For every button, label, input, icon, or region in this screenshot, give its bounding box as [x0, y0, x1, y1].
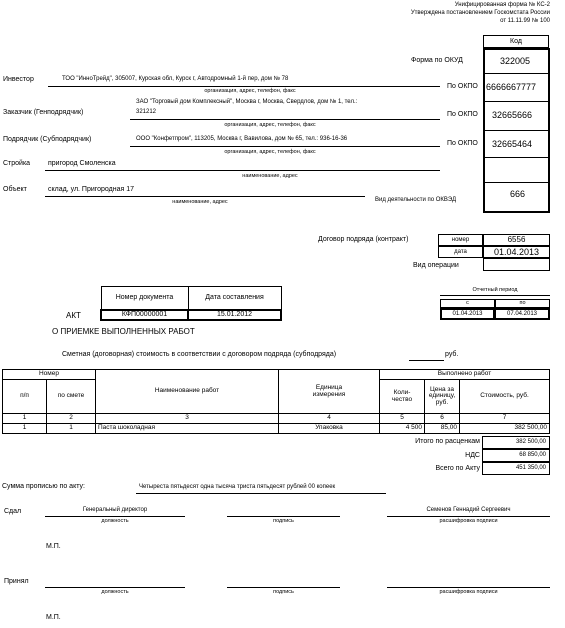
contractor-okpo-label: По ОКПО — [447, 140, 478, 147]
col-num-2: 2 — [47, 414, 96, 424]
grand-total-label: Всего по Акту — [435, 465, 480, 472]
customer-value-2: 321212 — [136, 109, 157, 115]
col-num-3: 3 — [96, 414, 279, 424]
period-head: Отчетный период — [472, 287, 518, 293]
site-label: Стройка — [3, 160, 31, 167]
accepted-label: Принял — [4, 578, 29, 585]
contract-date: 01.04.2013 — [493, 247, 540, 257]
th-name: Наименование работ — [96, 370, 279, 414]
handed-name: Семенов Геннадий Сергеевич — [426, 507, 511, 513]
handed-stamp: М.П. — [46, 543, 61, 550]
period-to-head: по — [519, 300, 526, 306]
period-to: 07.04.2013 — [506, 311, 538, 317]
contractor-hint: организация, адрес, телефон, факс — [224, 149, 316, 155]
vat-label: НДС — [465, 452, 480, 459]
estimate-cost-text: Сметная (договорная) стоимость в соответствии с договором подряда (субподряда) — [62, 351, 337, 358]
period-to-cell — [494, 308, 550, 320]
sum-words-label: Сумма прописью по акту: — [2, 483, 85, 490]
period-from-head-cell — [440, 299, 495, 308]
handed-position: Генеральный директор — [82, 507, 148, 513]
act-title: О ПРИЕМКЕ ВЫПОЛНЕННЫХ РАБОТ — [52, 327, 195, 336]
th-unit: Единица измерения — [279, 370, 380, 414]
contract-label: Договор подряда (контракт) — [318, 236, 409, 243]
contractor-value: ООО "Конфетпром", 113205, Москва г, Вавилова, дом № 65, тел.: 936-16-36 — [136, 136, 348, 142]
doc-date: 15.01.2012 — [188, 310, 281, 320]
accepted-sign-hint: подпись — [273, 589, 294, 595]
investor-okpo: 6666667777 — [486, 82, 537, 92]
row-unit: Упаковка — [279, 424, 380, 434]
site-value: пригород Смоленска — [48, 160, 116, 167]
th-done: Выполнено работ — [380, 370, 550, 380]
doc-date-head: Дата составления — [188, 287, 281, 310]
contract-number-label: номер — [451, 237, 470, 243]
th-pp: п/п — [3, 380, 47, 414]
customer-okpo: 32665666 — [492, 110, 533, 120]
period-from-head: с — [466, 300, 469, 306]
handed-label: Сдал — [4, 508, 22, 515]
codes-header: Код — [510, 38, 522, 45]
row-estimate: 1 — [47, 424, 96, 434]
object-label: Объект — [3, 186, 27, 193]
operation-label: Вид операции — [413, 262, 459, 269]
object-hint: наименование, адрес — [172, 199, 228, 205]
accepted-position-hint: должность — [101, 589, 129, 595]
table-row — [3, 424, 550, 434]
contract-date-label: дата — [454, 249, 467, 255]
row-qty: 4 500 — [380, 424, 425, 434]
col-num-4: 4 — [279, 414, 380, 424]
handed-position-hint: должность — [101, 518, 129, 524]
vat-value: 68 850,00 — [519, 452, 546, 458]
contract-date-cell — [483, 246, 550, 258]
row-price: 85,00 — [425, 424, 460, 434]
handed-decode-hint: расшифровка подписи — [439, 518, 498, 524]
period-to-head-cell — [495, 299, 550, 308]
customer-value-1: ЗАО "Торговый дом Комплексный", Москва г, Москва, Свердлов, дом № 1, тел.: — [136, 99, 358, 105]
accepted-stamp: М.П. — [46, 614, 61, 621]
th-qty: Коли- чество — [380, 380, 425, 414]
doc-number-head: Номер документа — [101, 287, 188, 310]
th-price: Цена за единицу, руб. — [425, 380, 460, 414]
total-value: 382 500,00 — [515, 439, 546, 445]
contractor-label: Подрядчик (Субподрядчик) — [3, 136, 92, 143]
contractor-okpo: 32665464 — [492, 139, 533, 149]
investor-okpo-label: По ОКПО — [447, 83, 478, 90]
doc-number: КФП00000001 — [101, 310, 188, 320]
contract-number-cell — [483, 234, 550, 246]
okved-code: 666 — [510, 189, 526, 199]
estimate-cost-unit: руб. — [445, 351, 459, 358]
okud-code: 322005 — [500, 56, 531, 66]
act-label: АКТ — [66, 311, 81, 320]
grand-total-cell — [482, 462, 550, 475]
contract-number-label-cell — [438, 234, 483, 246]
row-pp: 1 — [3, 424, 47, 434]
col-num-6: 6 — [425, 414, 460, 424]
okved-label: Вид деятельности по ОКВЭД — [375, 197, 457, 203]
customer-label: Заказчик (Генподрядчик) — [3, 109, 84, 116]
form-title-line3: от 11.11.99 № 100 — [500, 18, 550, 24]
investor-hint: организация, адрес, телефон, факс — [204, 88, 296, 94]
row-cost: 382 500,00 — [460, 424, 550, 434]
handed-sign-hint: подпись — [273, 518, 294, 524]
th-number: Номер — [3, 370, 96, 380]
customer-hint: организация, адрес, телефон, факс — [224, 122, 316, 128]
col-num-1: 1 — [3, 414, 47, 424]
form-title-line2: Утверждена постановлением Госкомстата России — [410, 10, 550, 16]
investor-label: Инвестор — [3, 76, 34, 83]
period-from: 01.04.2013 — [452, 311, 483, 317]
col-num-5: 5 — [380, 414, 425, 424]
okud-label: Форма по ОКУД — [411, 57, 463, 64]
contract-number: 6556 — [507, 235, 526, 244]
vat-cell — [482, 449, 550, 462]
investor-value: ТОО "ИнноТрейд", 305007, Курская обл, Курск г, Автодромный 1-й пер, дом № 78 — [62, 76, 289, 82]
total-cell — [482, 436, 550, 449]
contract-date-label-cell — [438, 246, 483, 258]
th-cost: Стоимость, руб. — [460, 380, 550, 414]
grand-total-value: 451 350,00 — [515, 465, 546, 471]
sum-words-value: Четыреста пятьдесят одна тысяча триста пятьдесят рублей 00 копеек — [139, 484, 336, 490]
accepted-decode-hint: расшифровка подписи — [439, 589, 498, 595]
codes-header-cell — [483, 35, 549, 48]
operation-cell — [483, 258, 550, 271]
row-name: Паста шоколадная — [96, 424, 279, 434]
th-by-estimate: по смете — [47, 380, 96, 414]
site-hint: наименование, адрес — [242, 173, 298, 179]
object-value: склад, ул. Пригородная 17 — [48, 186, 135, 193]
works-table — [2, 369, 550, 434]
customer-okpo-label: По ОКПО — [447, 111, 478, 118]
document-table — [100, 286, 282, 321]
col-num-7: 7 — [460, 414, 550, 424]
period-from-cell — [440, 308, 495, 320]
total-label: Итого по расценкам — [415, 438, 480, 445]
form-title-line1: Унифицированная форма № КС-2 — [454, 2, 550, 8]
